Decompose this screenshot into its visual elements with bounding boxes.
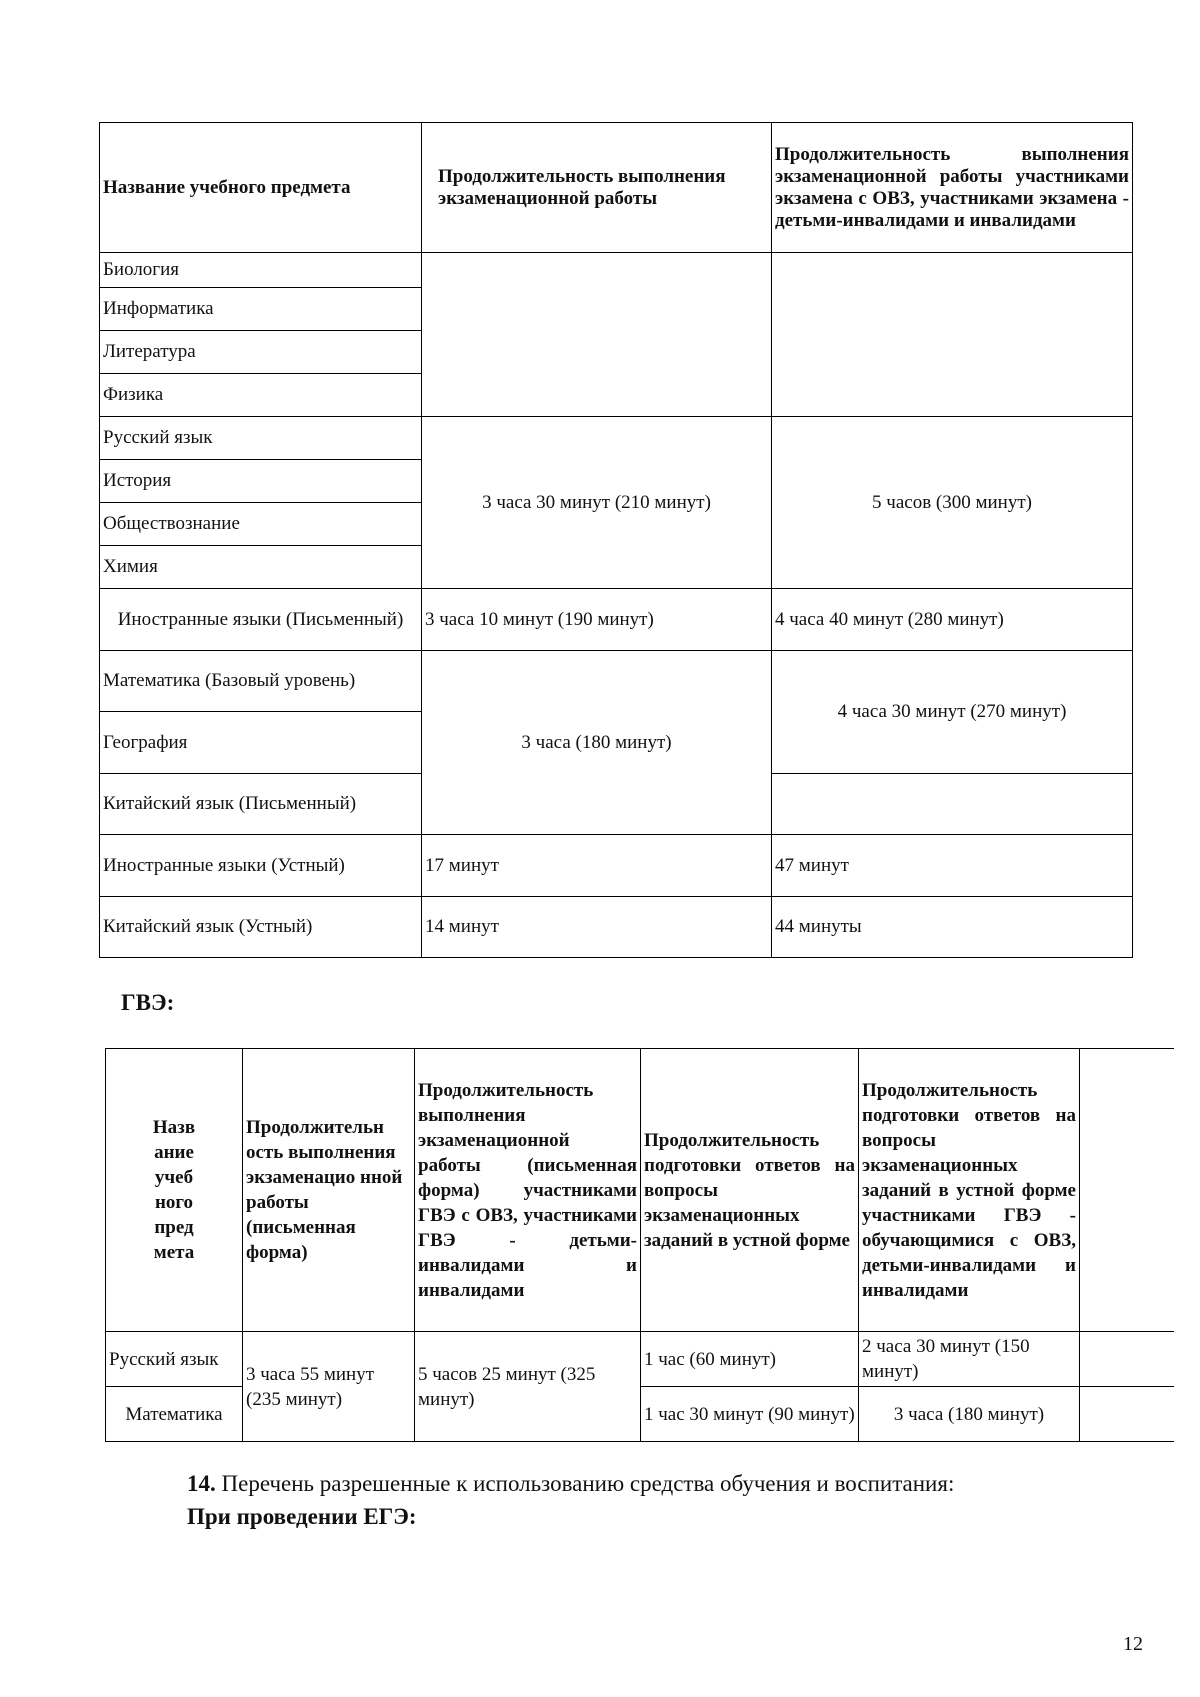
duration-cell: 17 минут — [422, 835, 772, 897]
subject-cell: Информатика — [100, 288, 422, 331]
duration-ovz-cell — [772, 253, 1133, 417]
subject-cell: Физика — [100, 374, 422, 417]
duration-ovz-cell — [772, 774, 1133, 835]
duration-ovz-cell: 44 минуты — [772, 897, 1133, 958]
table-header-row — [106, 1049, 1174, 1332]
table-row — [100, 589, 1133, 651]
duration-ovz-cell: 4 часа 30 минут (270 минут) — [772, 651, 1133, 774]
table-row — [100, 897, 1133, 958]
section-subtitle: При проведении ЕГЭ: — [187, 1504, 417, 1529]
duration-ovz-cell: 47 минут — [772, 835, 1133, 897]
table-row — [100, 835, 1133, 897]
gve-oral-cell: 1 час 30 минут (90 минут) — [641, 1387, 859, 1442]
duration-ovz-cell: 4 часа 40 минут (280 минут) — [772, 589, 1133, 651]
gve-written-cell: 3 часа 55 минут (235 минут) — [243, 1332, 415, 1442]
subject-cell: Иностранные языки (Устный) — [100, 835, 422, 897]
table-header-row — [100, 123, 1133, 253]
gve-header-written: Продолжительн ость выполнения экзаменацио нной работы (письменная форма) — [243, 1049, 415, 1332]
subject-cell: Биология — [100, 253, 422, 288]
duration-cell: 14 минут — [422, 897, 772, 958]
gve-header-subject: Назв ание учеб ного пред мета — [106, 1049, 243, 1332]
gve-title: ГВЭ: — [121, 990, 175, 1015]
section-number: 14. — [187, 1471, 216, 1496]
subject-cell: Русский язык — [100, 417, 422, 460]
gve-extra-cell — [1080, 1387, 1174, 1442]
duration-cell: 3 часа (180 минут) — [422, 651, 772, 835]
table-row — [106, 1332, 1174, 1387]
gve-extra-cell — [1080, 1332, 1174, 1387]
subject-cell: Китайский язык (Устный) — [100, 897, 422, 958]
gve-written-ovz-cell: 5 часов 25 минут (325 минут) — [415, 1332, 641, 1442]
page-number: 12 — [1123, 1633, 1143, 1655]
section-14 — [187, 1467, 954, 1533]
subject-cell: География — [100, 712, 422, 774]
gve-oral-ovz-cell: 2 часа 30 минут (150 минут) — [859, 1332, 1080, 1387]
duration-cell: 3 часа 30 минут (210 минут) — [422, 417, 772, 589]
section-text: Перечень разрешенные к использованию средства обучения и воспитания: — [221, 1471, 955, 1496]
gve-header-oral: Продолжительность подготовки ответов на вопросы экзаменационных заданий в устной форме — [641, 1049, 859, 1332]
gve-duration-table — [105, 1048, 1174, 1442]
gve-subject-cell: Русский язык — [106, 1332, 243, 1387]
gve-oral-cell: 1 час (60 минут) — [641, 1332, 859, 1387]
duration-ovz-cell: 5 часов (300 минут) — [772, 417, 1133, 589]
gve-oral-ovz-cell: 3 часа (180 минут) — [859, 1387, 1080, 1442]
subject-cell: Литература — [100, 331, 422, 374]
subject-cell: Китайский язык (Письменный) — [100, 774, 422, 835]
table-row — [100, 253, 1133, 288]
table-row — [100, 417, 1133, 460]
duration-cell: 3 часа 10 минут (190 минут) — [422, 589, 772, 651]
subject-cell: Химия — [100, 546, 422, 589]
subject-cell: История — [100, 460, 422, 503]
header-duration-ovz: Продолжительность выполнения экзаменационной работы участниками экзамена с ОВЗ, участниками экзамена - детьми-инвалидами и инвалидами — [772, 123, 1133, 253]
table-row — [100, 651, 1133, 712]
subject-cell: Обществознание — [100, 503, 422, 546]
ege-duration-table — [99, 122, 1133, 958]
gve-header-written-ovz: Продолжительность выполнения экзаменационной работы (письменная форма) участниками ГВЭ с ОВЗ, участниками ГВЭ - детьми-инвалидами и инвалидами — [415, 1049, 641, 1332]
gve-header-oral-ovz: Продолжительность подготовки ответов на вопросы экзаменационных заданий в устной форме участниками ГВЭ - обучающимися с ОВЗ, детьми-инвалидами и инвалидами — [859, 1049, 1080, 1332]
header-duration: Продолжительность выполнения экзаменационной работы — [422, 123, 772, 253]
subject-cell: Математика (Базовый уровень) — [100, 651, 422, 712]
gve-header-extra — [1080, 1049, 1174, 1332]
gve-subject-cell: Математика — [106, 1387, 243, 1442]
header-subject: Название учебного предмета — [100, 123, 422, 253]
duration-cell — [422, 253, 772, 417]
subject-cell: Иностранные языки (Письменный) — [100, 589, 422, 651]
